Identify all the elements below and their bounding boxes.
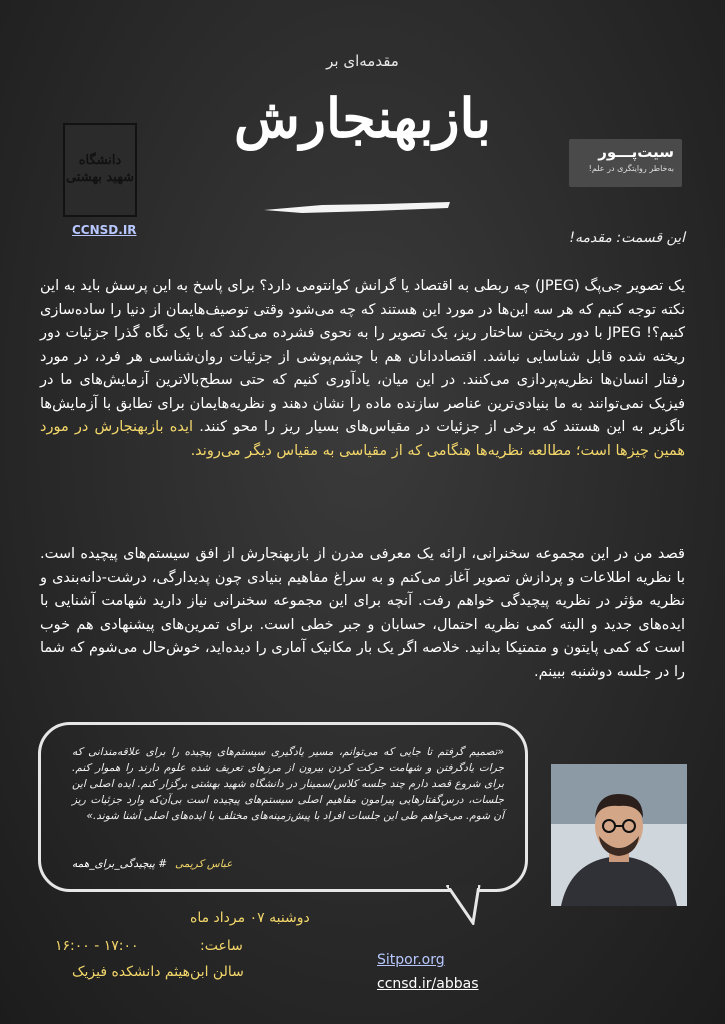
quote-text: «تصمیم گرفتم تا جایی که می‌توانم، مسیر یادگیری سیستم‌های پیچیده را برای علاقه‌مندانی که جرات یادگرفتن و شهامت حرکت کردن بیرون از مرزهای تعریف شده علوم دارند را هموار کنم. برای شروع قصد دارم چند جلسه کلاس/سمینار در دانشگاه شهید بهشتی برگزار کنم. ایده اصلی این جلسات، درس‌گفتارهایی پیرامون مفاهیم اصلی سیستم‌های پیچیده است بی‌آن‌که وارد جزئیات ریز آن شوم. می‌خواهم طی این جلسات افراد با پیش‌زمینه‌های مختلف با ایده‌های اصلی آشنا شوند.» [72, 746, 504, 822]
chalk-underline [262, 198, 452, 216]
sitpor-tagline: به‌خاطر روایتگری در علم! [588, 164, 674, 173]
paragraph-description: قصد من در این مجموعه سخنرانی، ارائه یک معرفی مدرن از بازبهنجارش از افق سیستم‌های پیچیده است. با نظریه اطلاعات و پردازش تصویر آغاز می‌کنم و به سراغ مفاهیم بنیادی چون پدیدارگی، درشت-دانه‌بندی و نظریه مؤثر در نظریه پیچیدگی خواهم رفت. آنچه برای این مجموعه سخنرانی نیاز دارید شهامت آشنایی با ایده‌های جدید و البته کمی نظریه احتمال، حسابان و جبر خطی است. برای تمرین‌های پیشنهادی هم خوب است که کمی پایتون و متمتیکا بدانید. خلاصه اگر یک بار مکانیک آماری را دیده‌اید، خوش‌حال می‌شوم که شما را در جلسه دوشنبه ببینم. [40, 546, 685, 680]
ccnsd-link[interactable]: CCNSD.IR [72, 223, 137, 237]
hashtag: # پیچیدگی_برای_همه [72, 858, 168, 870]
sitpor-badge [569, 139, 682, 187]
event-date: دوشنبه ۰۷ مرداد ماه [190, 910, 310, 926]
paragraph-intro-text: یک تصویر جی‌پگ (JPEG) چه ربطی به اقتصاد یا گرانش کوانتومی دارد؟ برای پاسخ به این پرسش باید به این نکته توجه کنیم که هر سه این‌ها در مورد این هستند که چه می‌شود وقتی توصیف‌هایمان از دنیا را ساده‌سازی کنیم؟! JPEG با دور ریختن ساختار ریز، یک تصویر را به نحوی فشرده می‌کند که با یک نگاه گذرا جزئیات دور ریخته شده قابل شناسایی نباشد. اقتصاددانان هم با چشم‌پوشی از جزئیات روان‌شناسی هر فرد، در مورد رفتار انسان‌ها نظریه‌پردازی می‌کنند. در این میان، یادآوری کنیم که حتی سطح‌بالاترین آزمایش‌های ما در فیزیک نمی‌توانند به ما بنیادی‌ترین عناصر سازنده ماده را نشان دهند و نظریه‌هایمان برای تطابق با آزمایش‌ها ناگزیر به این هستند که برخی از جزئیات در مقیاس‌های بسیار ریز را محو کنند. [40, 278, 686, 435]
page-title: بازبهنجارش [233, 86, 492, 150]
paragraph-highlight: ایده بازبهنجارش در مورد همین چیزها است؛ مطالعه نظریه‌ها هنگامی که از مقیاسی به مقیاس دیگر می‌روند. [40, 419, 685, 459]
logo-text: دانشگاه شهید بهشتی [65, 153, 135, 185]
abbas-page-link[interactable]: ccnsd.ir/abbas [377, 976, 479, 992]
author-name: عباس کریمی [175, 858, 233, 870]
speaker-photo [551, 764, 687, 906]
paragraph-intro [40, 275, 685, 463]
person-icon [551, 764, 687, 906]
university-logo [63, 123, 137, 217]
event-time-label: ساعت: [200, 938, 243, 954]
event-time: ۱۶:۰۰ - ۱۷:۰۰ [55, 938, 139, 954]
episode-label: این قسمت: مقدمه! [569, 230, 685, 246]
speech-bubble-tail [445, 885, 485, 925]
sitpor-link[interactable]: Sitpor.org [377, 952, 445, 968]
intro-label: مقدمه‌ای بر [326, 52, 399, 70]
event-location: سالن ابن‌هیثم دانشکده فیزیک [72, 964, 244, 980]
quote-attribution [72, 858, 504, 870]
sitpor-name: سیت‌پـــور [598, 143, 674, 161]
